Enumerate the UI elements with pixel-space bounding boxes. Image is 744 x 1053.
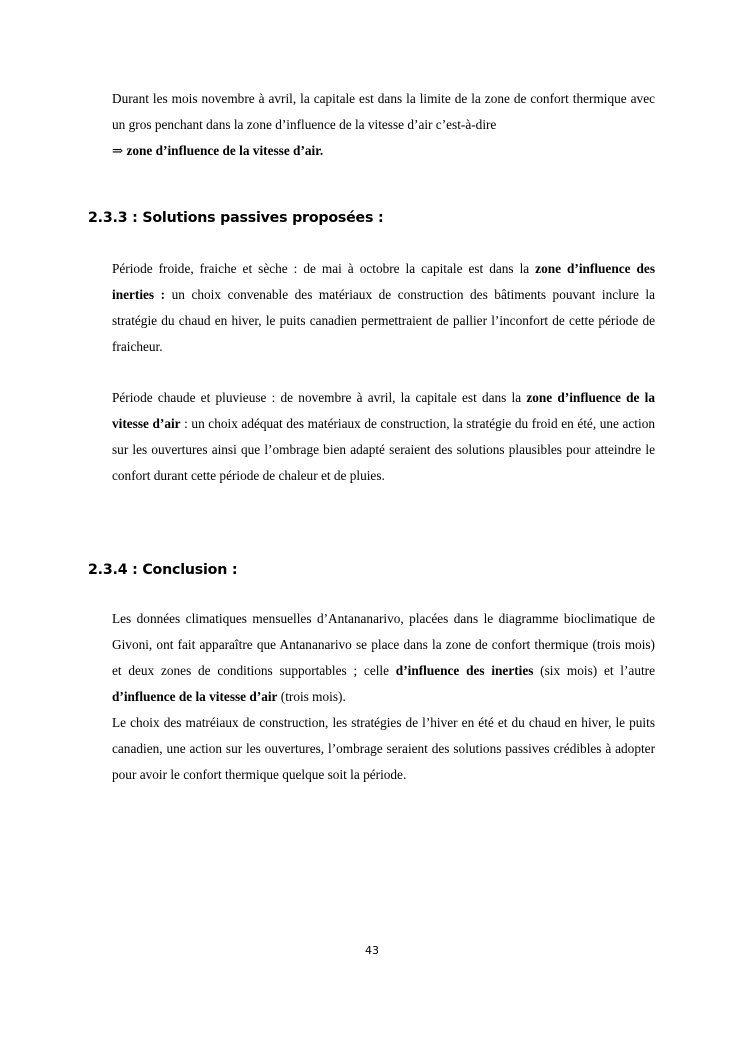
conclusion-paragraph: Les données climatiques mensuelles d’Antananarivo, placées dans le diagramme bioclimatique de Givoni, ont fait apparaître que Antananarivo se place dans la zone de confort thermique (trois mois) et deux zones de conditions supportables ; celle d’influence des inerties (six mois) et l’autre d’influence de la vitesse d’air (trois mois). Le choix des matréiaux de construction, les stratégies de l’hiver en été et du chaud en hiver, le puits canadien, une action sur les ouvertures, l’ombrage seraient des solutions passives crédibles à adopter pour avoir le confort thermique quelque soit la période. [112, 611, 656, 782]
solutions-paragraph-hot: Période chaude et pluvieuse : de novembre à avril, la capitale est dans la zone d’influence de la vitesse d’air : un choix adéquat des matériaux de construction, la stratégie du froid en été, une action sur les ouvertures ainsi que l’ombrage bien adapté seraient des solutions plausibles pour atteindre le confort durant cette période de chaleur et de pluies. [112, 390, 655, 483]
section-heading-conclusion: 2.3.4 : Conclusion : [88, 562, 238, 578]
intro-conclusion: zone d’influence de la vitesse d’air. [126, 143, 324, 158]
section-heading-solutions: 2.3.3 : Solutions passives proposées : [88, 210, 384, 226]
intro-text: Durant les mois novembre à avril, la capitale est dans la limite de la zone de confort thermique avec un gros penchant dans la zone d’influence de la vitesse d’air c’est-à-dire [112, 91, 655, 132]
intro-paragraph [112, 86, 655, 164]
implies-arrow: ⇒ [112, 143, 124, 158]
solutions-paragraph-cold: Période froide, fraiche et sèche : de mai à octobre la capitale est dans la zone d’influence des inerties : un choix convenable des matériaux de construction des bâtiments pouvant inclure la stratégie du chaud en hiver, le puits canadien permettraient de pallier l’inconfort de cette période de fraicheur. [112, 261, 655, 354]
page-number: 43 [365, 944, 379, 957]
